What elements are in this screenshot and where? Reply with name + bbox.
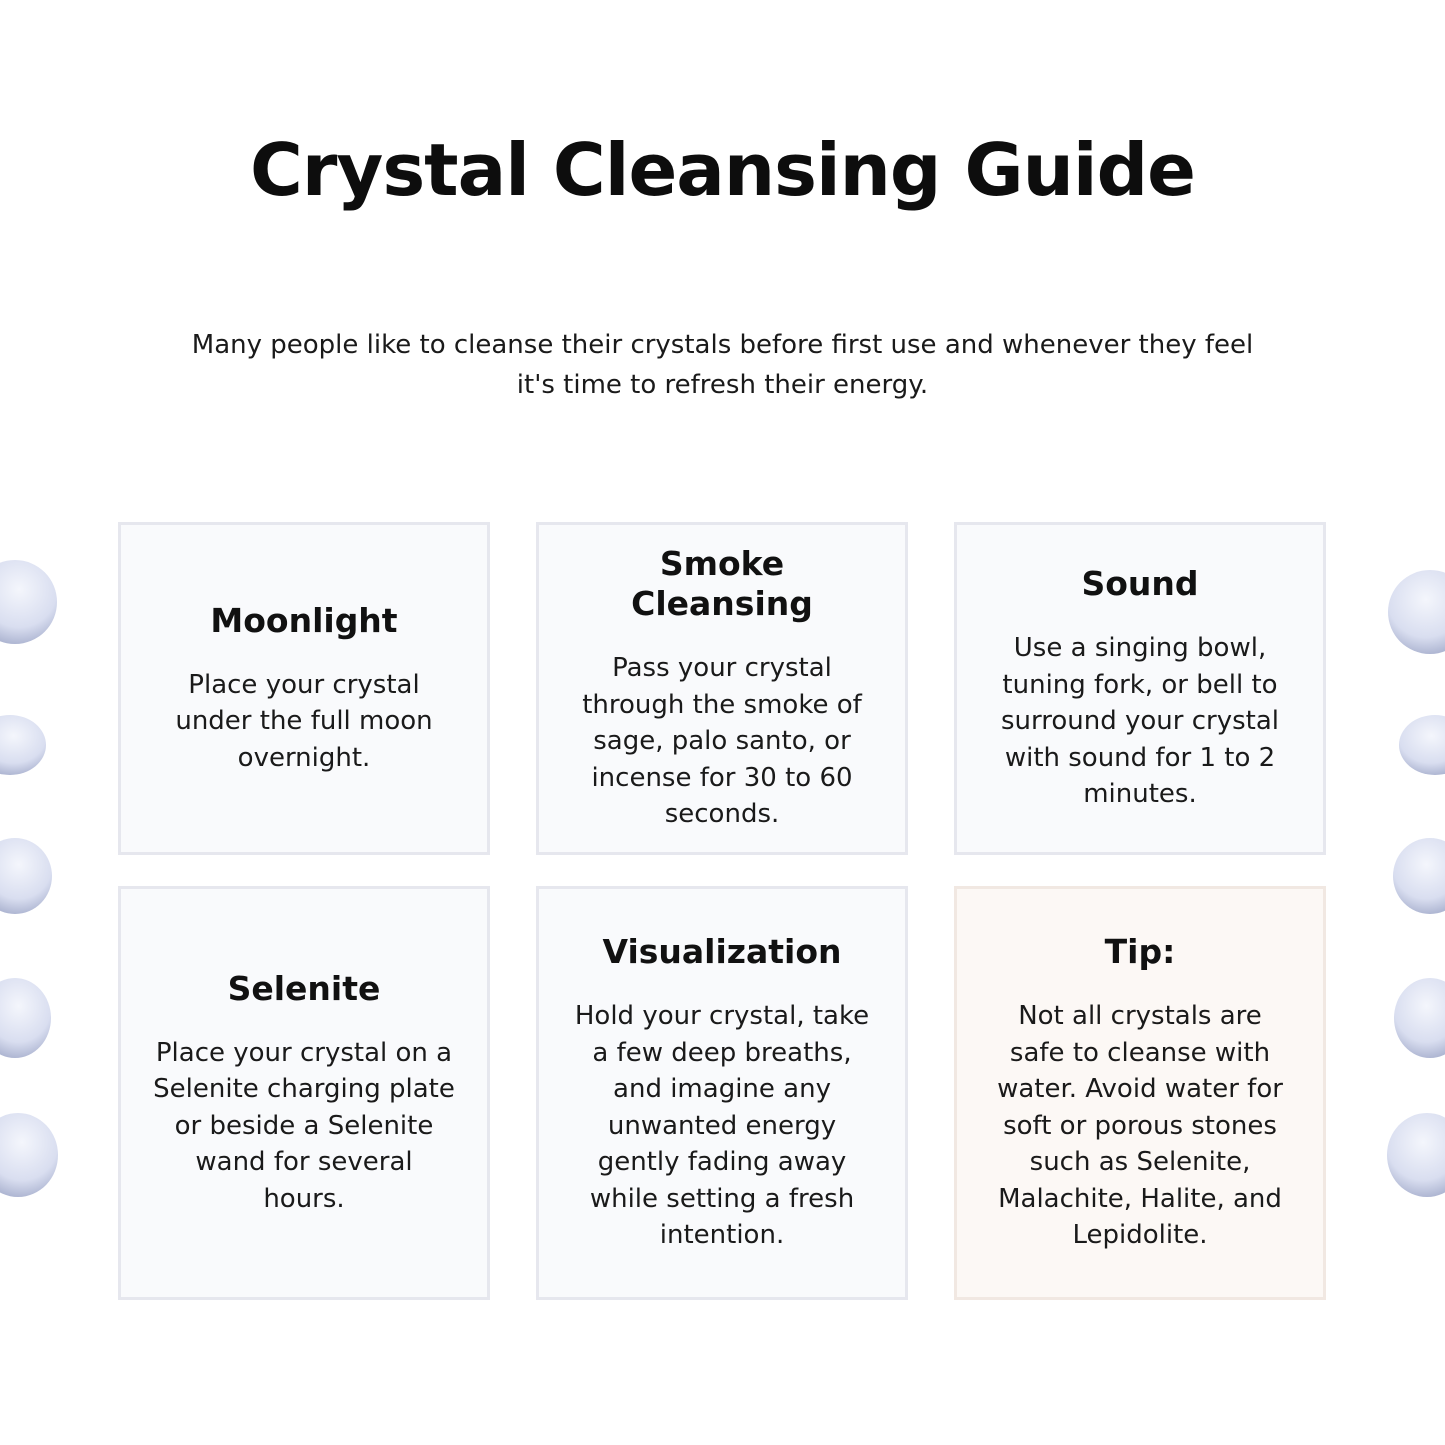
card-sound	[954, 522, 1326, 855]
stone-stack-right-icon	[1385, 540, 1445, 1220]
card-heading: Visualization	[602, 931, 842, 971]
card-body: Place your crystal under the full moon overnight.	[175, 669, 433, 773]
card-visualization	[536, 886, 908, 1300]
card-body: Place your crystal on a Selenite charging plate or beside a Selenite wand for several hours.	[153, 1037, 455, 1214]
card-body: Not all crystals are safe to cleanse with water. Avoid water for soft or porous stones such as Selenite, Malachite, Halite, and Lepidolite.	[997, 1000, 1283, 1251]
card-tip	[954, 886, 1326, 1300]
card-heading: Moonlight	[210, 600, 398, 640]
card-moonlight	[118, 522, 490, 855]
card-body: Use a singing bowl, tuning fork, or bell to surround your crystal with sound for 1 to 2 minutes.	[1000, 633, 1279, 810]
card-heading: Sound	[1081, 564, 1199, 604]
stone-stack-left-icon	[0, 540, 60, 1220]
card-body: Pass your crystal through the smoke of sage, palo santo, or incense for 30 to 60 seconds.	[582, 653, 862, 830]
card-selenite	[118, 886, 490, 1300]
intro-text: Many people like to cleanse their crystals before first use and whenever they feel it's time to refresh their energy.	[191, 330, 1254, 400]
card-heading: Selenite	[227, 968, 381, 1008]
card-heading: Tip:	[1104, 931, 1176, 971]
card-body: Hold your crystal, take a few deep breaths, and imagine any unwanted energy gently fading away while setting a fresh intention.	[574, 1000, 870, 1251]
card-heading: Smoke Cleansing	[631, 544, 813, 624]
card-smoke-cleansing	[536, 522, 908, 855]
page-title: Crystal Cleansing Guide	[250, 128, 1195, 212]
